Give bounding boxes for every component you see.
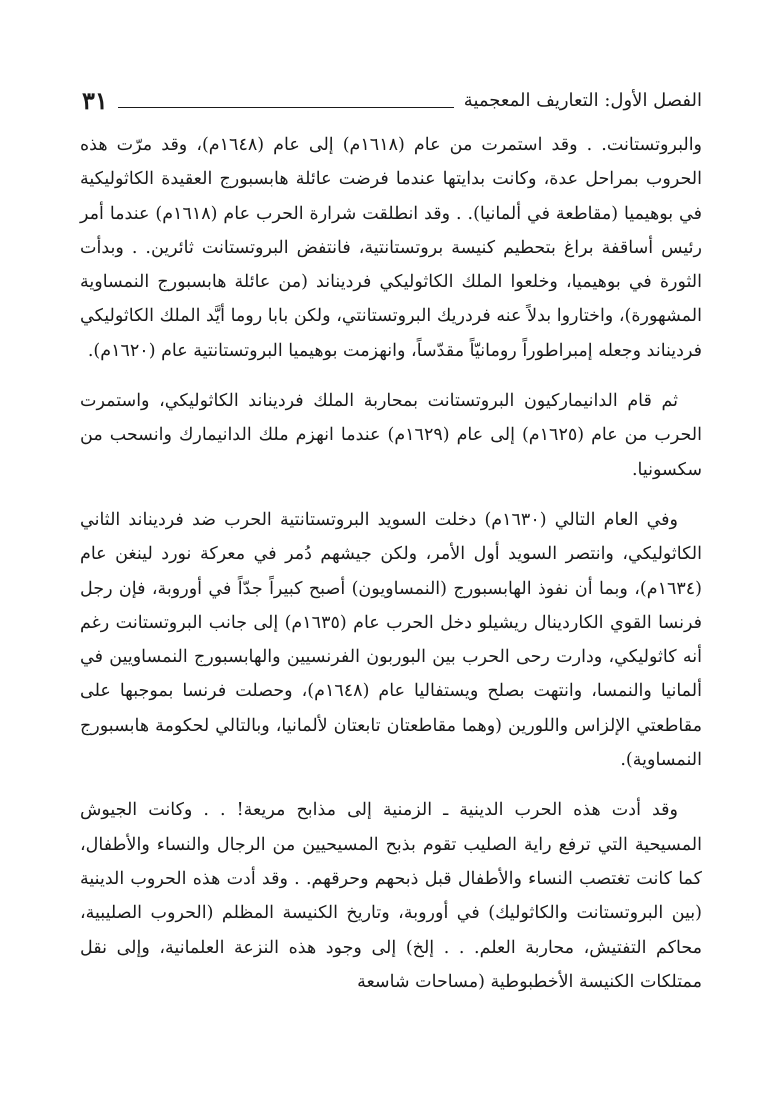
paragraph: وفي العام التالي (١٦٣٠م) دخلت السويد البروتستانتية الحرب ضد فرديناند الثاني الكاثوليكي، وانتصر السويد أول الأمر، ولكن جيشهم دُمر في معركة نورد لينغن عام (١٦٣٤م)، وبما أن نفوذ الهابسبورج (النمساويون) أصبح كبيراً جدّاً في أوروبة، فإن رجل فرنسا القوي الكاردينال ريشيلو دخل الحرب عام (١٦٣٥م) إلى جانب البروتستانت رغم أنه كاثوليكي، ودارت رحى الحرب بين البوربون الفرنسيين والهابسبورج النمساويين في ألمانيا والنمسا، وانتهت بصلح ويستفاليا عام (١٦٤٨م)، وحصلت فرنسا بموجبها على مقاطعتي الإلزاس واللورين (وهما مقاطعتان تابعتان لألمانيا، وبالتالي لحكومة هابسبورج النمساوية). (80, 509, 702, 771)
paragraph: ثم قام الدانيماركيون البروتستانت بمحاربة الملك فرديناند الكاثوليكي، واستمرت الحرب من عام (١٦٢٥م) إلى عام (١٦٢٩م) عندما انهزم ملك الدانيمارك وانسحب من سكسونيا. (80, 391, 702, 480)
paragraph: والبروتستانت. . وقد استمرت من عام (١٦١٨م) إلى عام (١٦٤٨م)، وقد مرّت هذه الحروب بمراحل عدة، وكانت بدايتها عندما فرضت عائلة هابسبورج العقيدة الكاثوليكية في بوهيميا (مقاطعة في ألمانيا). . وقد انطلقت شرارة الحرب عام (١٦١٨م) عندما أمر رئيس أساقفة براغ بتحطيم كنيسة بروتستانتية، فانتفض البروتستانت ثائرين. . وبدأت الثورة في بوهيميا، وخلعوا الملك الكاثوليكي فرديناند (من عائلة هابسبورج النمساوية المشهورة)، واختاروا بدلاً عنه فردريك البروتستانتي، ولكن بابا روما أيَّد الملك الكاثوليكي فرديناند وجعله إمبراطوراً رومانيّاً مقدّساً، وانهزمت بوهيميا البروتستانتية عام (١٦٢٠م). (80, 135, 703, 361)
body-text (80, 128, 702, 1015)
running-header (82, 78, 702, 114)
page-number: ٣١ (82, 86, 108, 115)
header-rule (118, 107, 454, 108)
paragraph: وقد أدت هذه الحرب الدينية ـ الزمنية إلى مذابح مريعة! . . وكانت الجيوش المسيحية التي ترفع راية الصليب تقوم بذبح المسيحيين من الرجال والنساء والأطفال، كما كانت تغتصب النساء والأطفال قبل ذبحهم وحرقهم. . وقد أدت هذه الحروب الدينية (بين البروتستانت والكاثوليك) في أوروبة، وتاريخ الكنيسة المظلم (الحروب الصليبية، محاكم التفتيش، محاربة العلم. . . إلخ) إلى وجود هذه النزعة العلمانية، وإلى نقل ممتلكات الكنيسة الأخطبوطية (مساحات شاسعة (80, 800, 702, 992)
chapter-title: الفصل الأول: التعاريف المعجمية (463, 90, 702, 111)
